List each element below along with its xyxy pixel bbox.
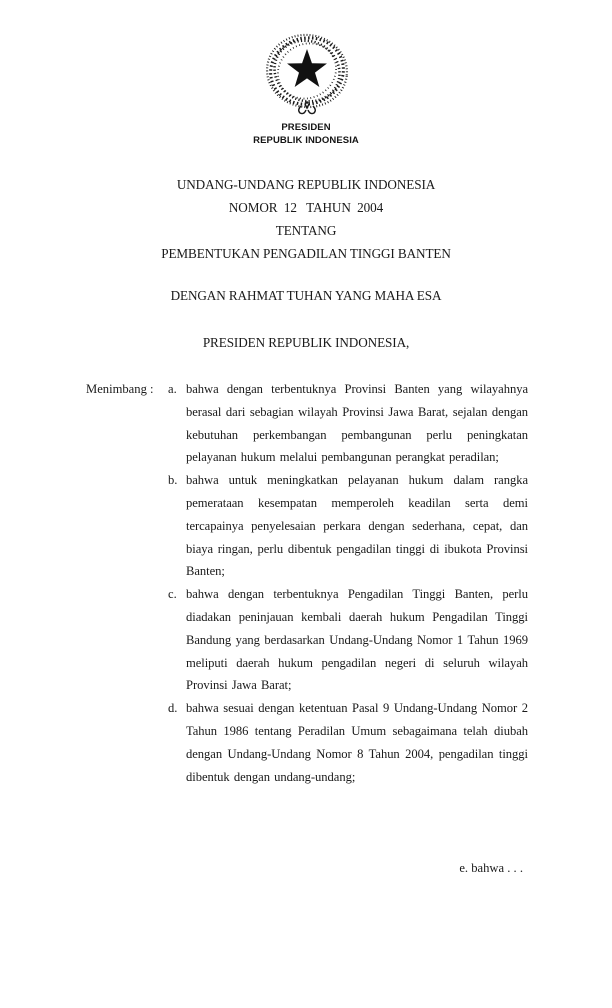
agency-line-republik: REPUBLIK INDONESIA	[253, 135, 359, 146]
item-marker: c.	[168, 587, 177, 602]
item-text: bahwa untuk meningkatkan pelayanan hukum dalam rangka pemerataan kesempatan memperoleh keadilan serta demi tercapainya penyelesaian perkara dengan sederhana, cepat, dan biaya ringan, perlu dibentuk pengadilan tinggi di ibukota Provinsi Banten;	[186, 473, 528, 579]
title-subject: PEMBENTUKAN PENGADILAN TINGGI BANTEN	[161, 246, 451, 261]
title-tentang: TENTANG	[275, 223, 337, 238]
agency-letterhead	[0, 121, 612, 147]
consideration-item-a	[168, 378, 528, 469]
item-marker: a.	[168, 382, 177, 396]
item-text: bahwa sesuai dengan ketentuan Pasal 9 Undang-Undang Nomor 2 Tahun 1986 tentang Peradilan Umum sebagaimana telah diubah dengan Undang-Undang Nomor 8 Tahun 2004, pengadilan tinggi dibentuk dengan undang-undang;	[186, 701, 528, 784]
title-law-name: UNDANG-UNDANG REPUBLIK INDONESIA	[176, 177, 436, 192]
consideration-item-b	[168, 469, 528, 583]
item-marker: b.	[168, 473, 178, 488]
document-title	[0, 173, 612, 265]
star-icon	[287, 49, 327, 87]
menimbang-items	[168, 378, 528, 788]
invocation-line: DENGAN RAHMAT TUHAN YANG MAHA ESA	[170, 288, 442, 303]
item-marker: d.	[168, 701, 178, 716]
consideration-item-d	[168, 697, 528, 788]
issuer-line: PRESIDEN REPUBLIK INDONESIA,	[202, 335, 410, 350]
presidential-emblem-icon	[257, 30, 357, 118]
menimbang-section	[86, 378, 528, 788]
menimbang-label: Menimbang :	[86, 382, 154, 396]
title-number-year: NOMOR 12 TAHUN 2004	[228, 200, 384, 215]
agency-line-presiden: PRESIDEN	[281, 122, 331, 133]
item-text: bahwa dengan terbentuknya Pengadilan Tinggi Banten, perlu diadakan peninjauan kembali daerah hukum Pengadilan Tinggi Bandung yang berdasarkan Undang-Undang Nomor 1 Tahun 1969 meliputi daerah hukum pengadilan negeri di seluruh wilayah Provinsi Jawa Barat;	[186, 587, 528, 693]
consideration-item-c	[168, 583, 528, 697]
item-text: bahwa dengan terbentuknya Provinsi Banten yang wilayahnya berasal dari sebagian wilayah Provinsi Jawa Barat, sejalan dengan kebutuhan perkembangan pembangunan perlu peningkatan pelayanan hukum melalui pembangunan perangkat peradilan;	[186, 382, 528, 465]
page-catchword: e. bahwa . . .	[459, 861, 523, 875]
